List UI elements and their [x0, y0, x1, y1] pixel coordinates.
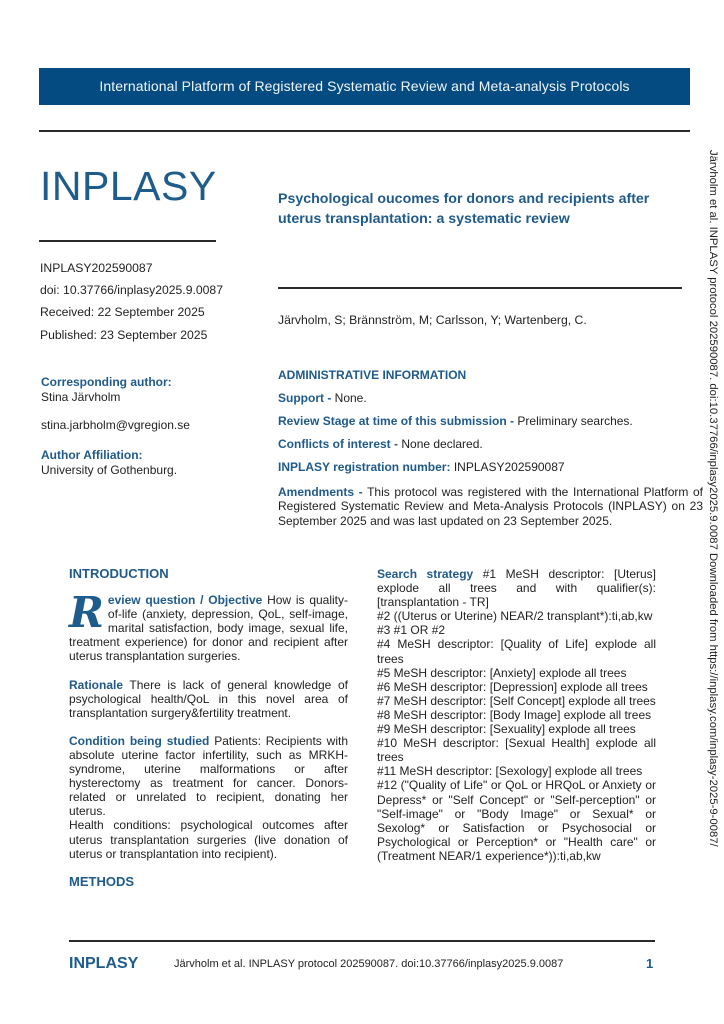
corresponding-author-label: Corresponding author:	[41, 375, 172, 389]
search-line: #9 MeSH descriptor: [Sexuality] explode all trees	[377, 722, 636, 737]
search-line: #10 MeSH descriptor: [Sexual Health] explode all trees	[377, 736, 656, 765]
published-date: Published: 23 September 2025	[40, 328, 208, 342]
dropcap-letter: R	[69, 588, 104, 638]
search-line: #6 MeSH descriptor: [Depression] explode all trees	[377, 679, 648, 694]
review-question	[69, 588, 348, 664]
journal-brand: INPLASY	[40, 163, 217, 209]
introduction-heading: INTRODUCTION	[69, 566, 169, 581]
search-line: #2 ((Uterus or Uterine) NEAR/2 transplant*):ti,ab,kw	[377, 609, 653, 624]
search-line: #4 MeSH descriptor: [Quality of Life] explode all trees	[377, 637, 656, 666]
condition-studied	[69, 734, 348, 819]
affiliation-label: Author Affiliation:	[41, 448, 143, 462]
search-line: #5 MeSH descriptor: [Anxiety] explode all trees	[377, 665, 627, 680]
search-line-1	[377, 567, 656, 609]
corresponding-author-name: Stina Järvholm	[41, 390, 121, 404]
footer-citation: Järvholm et al. INPLASY protocol 202590087. doi:10.37766/inplasy2025.9.0087	[174, 958, 564, 970]
admin-support	[278, 391, 703, 405]
support-value: None.	[331, 391, 367, 405]
received-date: Received: 22 September 2025	[40, 305, 205, 319]
article-title: Psychological oucomes for donors and recipients after uterus transplantation: a systematic review	[278, 191, 650, 227]
registration-number-value: INPLASY202590087	[450, 460, 565, 474]
author-email[interactable]: stina.jarbholm@vgregion.se	[41, 418, 190, 432]
admin-registration-number	[278, 460, 703, 474]
admin-conflicts	[278, 437, 703, 451]
review-stage-value: Preliminary searches.	[514, 414, 633, 428]
search-line: #11 MeSH descriptor: [Sexology] explode all trees	[377, 764, 643, 779]
admin-heading: ADMINISTRATIVE INFORMATION	[278, 368, 467, 382]
page-number: 1	[646, 956, 654, 971]
objective-text: How is quality-of-life (anxiety, depression, QoL, self-image, marital satisfaction, body image, sexual life, treatment experience) for donor and recipient after uterus transplantation surgeries.	[69, 593, 348, 664]
admin-review-stage	[278, 414, 703, 428]
search-line: #8 MeSH descriptor: [Body Image] explode all trees	[377, 707, 652, 722]
rationale-text: There is lack of general knowledge of psychological health/QoL in this novel area of transplantation surgery&fertility treatment.	[69, 677, 348, 720]
search-line-text: #1 MeSH descriptor: [Uterus] explode all trees and with qualifier(s): [transplantation - TR]	[377, 567, 657, 610]
brand-rule	[39, 240, 216, 242]
conflicts-value: None declared.	[398, 437, 483, 451]
registration-id: INPLASY202590087	[40, 261, 153, 275]
vertical-download-notice: Järvholm et al. INPLASY protocol 202590087. doi:10.37766/inplasy2025.9.0087 Downloaded from https://inplasy.com/inplasy-2025-9-0087/	[707, 150, 719, 847]
doi[interactable]: doi: 10.37766/inplasy2025.9.0087	[40, 283, 223, 297]
footer-brand: INPLASY	[69, 955, 139, 972]
objective-label: eview question / Objective	[107, 593, 263, 608]
condition-text: Patients: Recipients with absolute uterine factor infertility, such as MRKH-syndrome, uterine malformations or after hysterectomy as treatment for cancer. Donors-related or unrelated to recipient, donating her uterus.	[69, 733, 348, 819]
header-rule	[39, 130, 690, 132]
methods-heading: METHODS	[69, 873, 134, 889]
author-affiliation	[41, 448, 177, 478]
amendments-label: Amendments -	[278, 485, 363, 499]
conflicts-label: Conflicts of interest -	[278, 437, 399, 451]
corresponding-author	[41, 375, 172, 405]
header-banner: International Platform of Registered Systematic Review and Meta-analysis Protocols	[39, 68, 690, 105]
affiliation-value: University of Gothenburg.	[41, 463, 178, 477]
admin-amendments	[278, 485, 703, 528]
authors: Järvholm, S; Brännström, M; Carlsson, Y; Wartenberg, C.	[278, 313, 587, 327]
support-label: Support -	[278, 391, 332, 405]
condition-label: Condition being studied	[69, 733, 210, 748]
review-stage-label: Review Stage at time of this submission -	[278, 414, 515, 428]
health-conditions: Health conditions: psychological outcomes after uterus transplantation surgeries (live donation of uterus or transplantation into recipient).	[69, 818, 348, 861]
search-strategy-label: Search strategy	[377, 567, 474, 581]
registration-number-label: INPLASY registration number:	[278, 460, 451, 474]
rationale	[69, 678, 348, 720]
search-line: #3 #1 OR #2	[377, 623, 446, 638]
search-strategy-column	[377, 567, 656, 863]
introduction-column	[69, 567, 348, 889]
rationale-label: Rationale	[69, 677, 124, 692]
search-line: #12 ("Quality of Life" or QoL or HRQoL or Anxiety or Depress* or "Self Concept" or "Self-perception" or "Self-image" or "Body Image" or Sexual* or Sexolog* or Satisfaction or Psychosocial or Psychological or Perception* or "Health care" or (Treatment NEAR/1 experience*)):ti,ab,kw	[377, 778, 656, 863]
footer-rule	[69, 940, 655, 942]
title-rule	[278, 287, 682, 289]
amendments-value: This protocol was registered with the International Platform of Registered Systematic Review and Meta-Analysis Protocols (INPLASY) on 23 September 2025 and was last updated on 23 September 2025.	[278, 485, 704, 528]
search-line: #7 MeSH descriptor: [Self Concept] explode all trees	[377, 693, 656, 708]
